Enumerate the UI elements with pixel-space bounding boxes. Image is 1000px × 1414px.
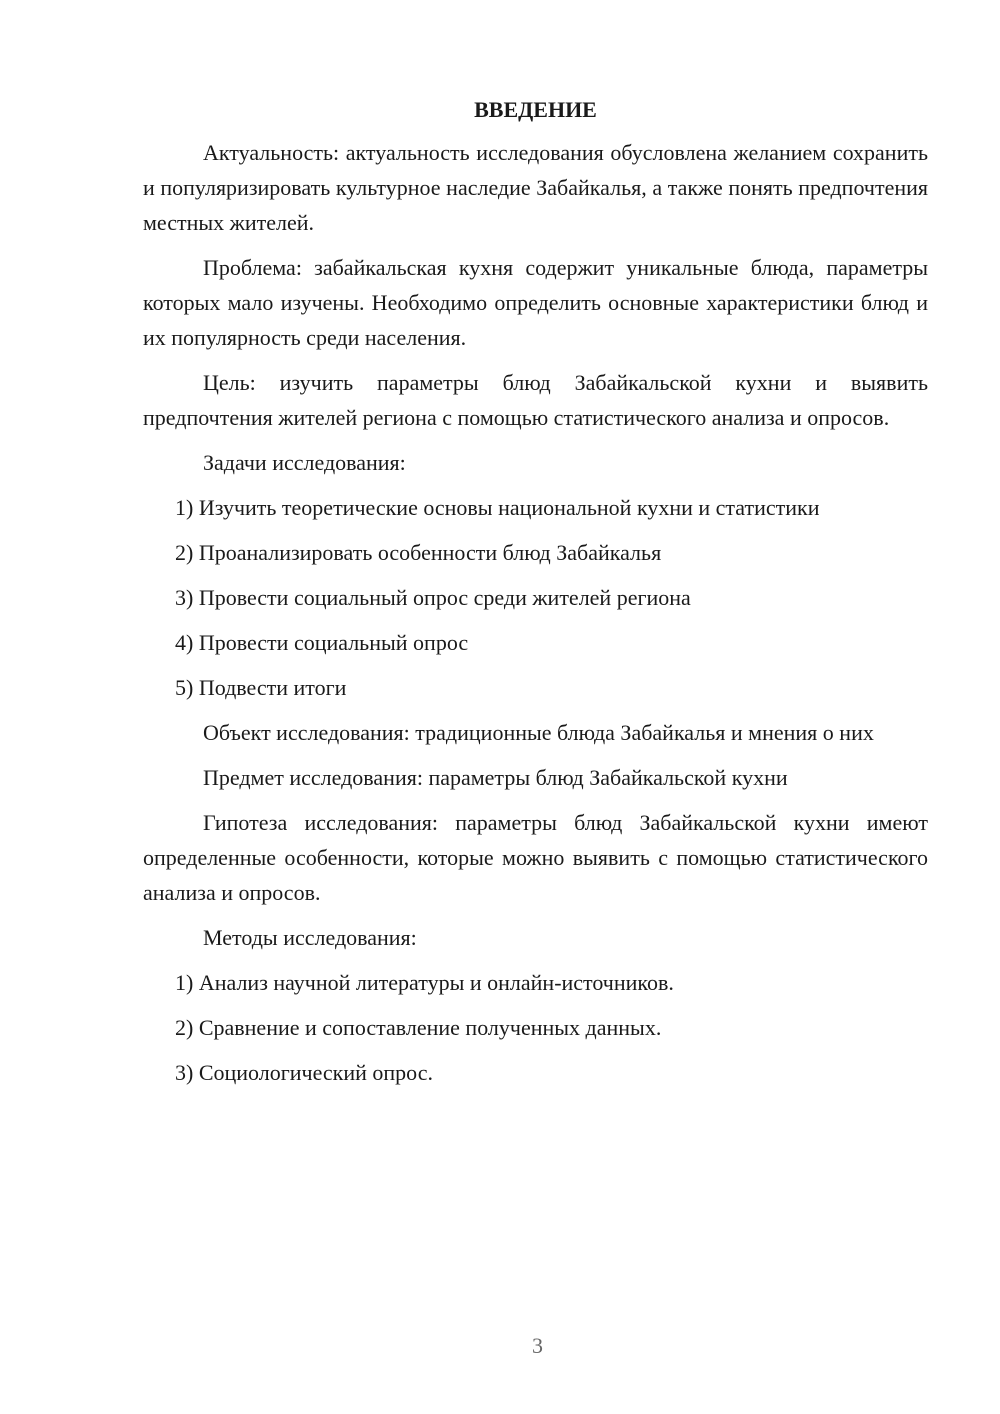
method-item-2: 2) Сравнение и сопоставление полученных данных. bbox=[175, 1015, 662, 1040]
paragraph-goal: Цель: изучить параметры блюд Забайкальской кухни и выявить предпочтения жителей региона с помощью статистического анализа и опросов. bbox=[143, 370, 928, 430]
section-heading: ВВЕДЕНИЕ bbox=[474, 97, 597, 122]
paragraph-object: Объект исследования: традиционные блюда Забайкалья и мнения о них bbox=[203, 720, 874, 745]
page-number: 3 bbox=[532, 1333, 543, 1358]
task-item-1: 1) Изучить теоретические основы национальной кухни и статистики bbox=[175, 495, 820, 520]
paragraph-hypothesis: Гипотеза исследования: параметры блюд Забайкальской кухни имеют определенные особенности, которые можно выявить с помощью статистического анализа и опросов. bbox=[143, 810, 928, 905]
page-content bbox=[143, 94, 928, 1100]
paragraph-problem: Проблема: забайкальская кухня содержит уникальные блюда, параметры которых мало изучены. Необходимо определить основные характеристики блюд и их популярность среди населения. bbox=[143, 255, 928, 350]
task-item-3: 3) Провести социальный опрос среди жителей региона bbox=[175, 585, 691, 610]
method-item-3: 3) Социологический опрос. bbox=[175, 1060, 433, 1085]
task-item-4: 4) Провести социальный опрос bbox=[175, 630, 469, 655]
tasks-heading: Задачи исследования: bbox=[203, 450, 406, 475]
paragraph-relevance: Актуальность: актуальность исследования обусловлена желанием сохранить и популяризировать культурное наследие Забайкалья, а также понять предпочтения местных жителей. bbox=[143, 140, 928, 235]
paragraph-subject: Предмет исследования: параметры блюд Забайкальской кухни bbox=[203, 765, 788, 790]
task-item-5: 5) Подвести итоги bbox=[175, 675, 347, 700]
task-item-2: 2) Проанализировать особенности блюд Забайкалья bbox=[175, 540, 662, 565]
methods-heading: Методы исследования: bbox=[203, 925, 417, 950]
method-item-1: 1) Анализ научной литературы и онлайн-источников. bbox=[175, 970, 674, 995]
